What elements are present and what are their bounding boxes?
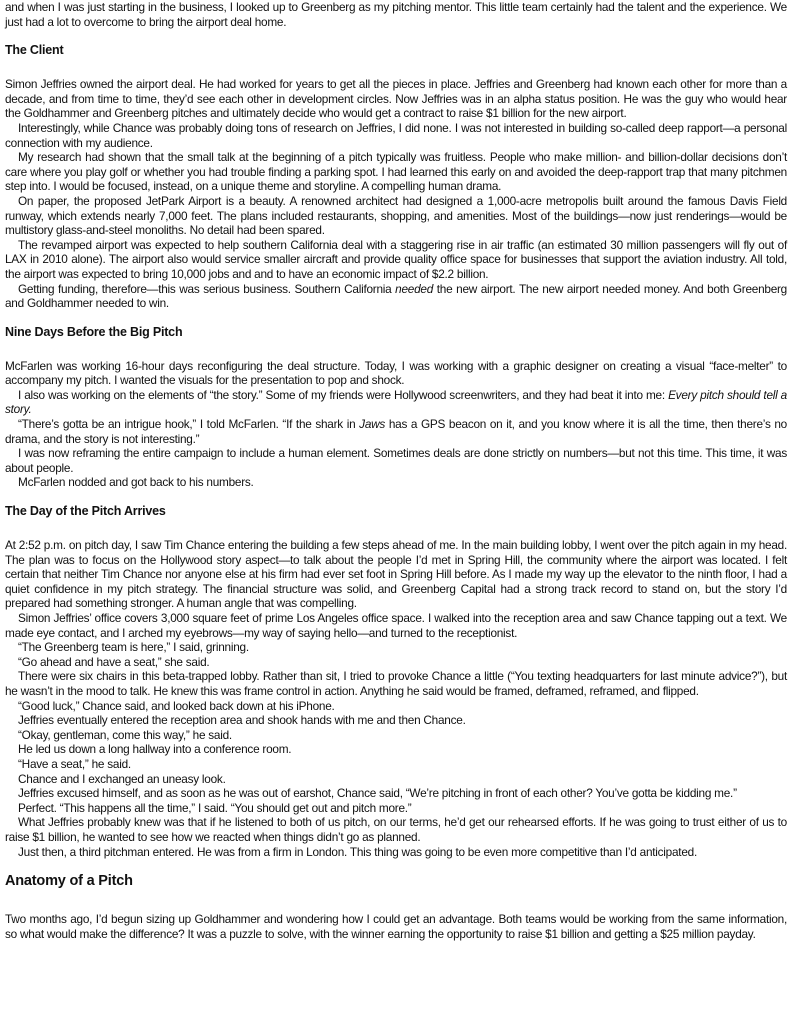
text-run: has a GPS beacon on it, and you know where it is all the time, then there’s no drama, and the story is not interesting.” [5, 417, 787, 446]
client-paragraph-5: The revamped airport was expected to help southern California deal with a staggering rise in air traffic (an estimated 30 million passengers will fly out of LAX in 2010 alone). The airport also would service smaller aircraft and provide quality office space for businesses that support the aviation industry. All told, the airport was expected to bring 10,000 jobs and and to have an economic impact of $2.2 billion. [5, 237, 787, 281]
day-of-pitch-paragraph-4: “Go ahead and have a seat,” she said. [18, 654, 210, 669]
day-of-pitch-paragraph-8: “Okay, gentleman, come this way,” he said. [18, 727, 232, 742]
emphasis-text: Every pitch should tell a story. [5, 387, 787, 417]
anatomy-paragraph-1: Two months ago, I’d begun sizing up Goldhammer and wondering how I could get an advantage. Both teams would be working from the same information, so what would make the difference? It was a puzzle to solve, with the winner earning the opportunity to raise $1 billion and getting a $25 million payday. [5, 912, 787, 941]
day-of-pitch-paragraph-2: Simon Jeffries’ office covers 3,000 square feet of prime Los Angeles office space. I walked into the reception area and saw Chance tapping out a text. We made eye contact, and I arched my eyebrows—my way of saying hello—and turned to the receptionist. [5, 611, 787, 640]
emphasis-text: Jaws [359, 417, 386, 432]
emphasis-text: needed [395, 281, 434, 296]
day-of-pitch-paragraph-1: At 2:52 p.m. on pitch day, I saw Tim Chance entering the building a few steps ahead of me. In the main building lobby, I went over the pitch again in my head. The plan was to focus on the Hollywood story aspect—to talk about the people I’d met in Spring Hill, the community where the airport was located. I felt certain that neither Tim Chance nor anyone else at his firm had ever set foot in Spring Hill before. As I made my way up the elevator to the ninth floor, I had a quiet confidence in my pitch strategy. The financial structure was solid, and Greenberg Capital had a strong track record to stand on, but the story I’d prepared had something stronger. A human angle that was compelling. [5, 538, 787, 611]
day-of-pitch-paragraph-11: Chance and I exchanged an uneasy look. [18, 771, 226, 786]
text-run: I also was working on the elements of “the story.” Some of my friends were Hollywood screenwriters, and they had beat it into me: [18, 387, 669, 402]
text-run: “There’s gotta be an intrigue hook,” I told McFarlen. “If the shark in [18, 417, 360, 432]
day-of-pitch-paragraph-6: “Good luck,” Chance said, and looked back down at his iPhone. [18, 698, 335, 713]
day-of-pitch-paragraph-7: Jeffries eventually entered the reception area and shook hands with me and then Chance. [18, 713, 466, 728]
section-heading-anatomy: Anatomy of a Pitch [5, 873, 133, 890]
section-heading-nine-days: Nine Days Before the Big Pitch [5, 324, 183, 339]
day-of-pitch-paragraph-9: He led us down a long hallway into a conference room. [18, 742, 292, 757]
text-run: Getting funding, therefore—this was serious business. Southern California [18, 281, 396, 296]
text-run: the new airport. The new airport needed money. And both Greenberg and Goldhammer needed to win. [5, 281, 787, 311]
day-of-pitch-paragraph-14: What Jeffries probably knew was that if he listened to both of us pitch, on our terms, he’d get our rehearsed efforts. If he was going to trust either of us to raise $1 billion, he wanted to see how we reacted when things didn’t go as planned. [5, 815, 787, 844]
client-paragraph-1: Simon Jeffries owned the airport deal. He had worked for years to get all the pieces in place. Jeffries and Greenberg had known each other for more than a decade, and from time to time, they’d see each other in development circles. Now Jeffries was in an alpha status position. He was the guy who would hear the Goldhammer and Greenberg pitches and ultimately decide who would get a contract to raise $1 billion for the new airport. [5, 77, 787, 121]
nine-days-paragraph-3 [5, 417, 787, 446]
client-paragraph-2: Interestingly, while Chance was probably doing tons of research on Jeffries, I did none. I was not interested in building so-called deep rapport—a personal connection with my audience. [5, 120, 787, 150]
day-of-pitch-paragraph-3: “The Greenberg team is here,” I said, grinning. [18, 640, 249, 655]
client-paragraph-6 [5, 282, 787, 311]
nine-days-paragraph-4: I was now reframing the entire campaign to include a human element. Sometimes deals are done strictly on numbers—but not this time. This time, it was about people. [5, 446, 787, 475]
client-paragraph-3: My research had shown that the small talk at the beginning of a pitch typically was fruitless. People who make million- and billion-dollar decisions don’t care where you play golf or whether you had trouble finding a parking spot. I had learned this early on and avoided the deep-rapport trap that many pitchmen step into. I would be focused, instead, on a unique theme and storyline. A compelling human drama. [5, 150, 787, 194]
client-paragraph-4: On paper, the proposed JetPark Airport is a beauty. A renowned architect had designed a 1,000-acre metropolis built around the famous Davis Field runway, which extends nearly 7,000 feet. The plans included restaurants, shopping, and amenities. Most of the buildings—now just renderings—would be multistory glass-and-steel monoliths. No detail had been spared. [5, 193, 787, 238]
nine-days-paragraph-5: McFarlen nodded and got back to his numbers. [18, 475, 254, 490]
section-heading-day-of-pitch: The Day of the Pitch Arrives [5, 504, 166, 519]
day-of-pitch-paragraph-15: Just then, a third pitchman entered. He was from a firm in London. This thing was going to be even more competitive than I’d anticipated. [18, 844, 697, 859]
section-heading-the-client: The Client [5, 43, 64, 58]
nine-days-paragraph-1: McFarlen was working 16-hour days reconfiguring the deal structure. Today, I was working with a graphic designer on creating a visual “face-melter” to accompany my pitch. I wanted the visuals for the presentation to pop and shock. [5, 358, 787, 388]
day-of-pitch-paragraph-13: Perfect. “This happens all the time,” I said. “You should get out and pitch more.” [18, 800, 412, 815]
day-of-pitch-paragraph-5: There were six chairs in this beta-trapped lobby. Rather than sit, I tried to provoke Chance a little (“You texting headquarters for last minute advice?”), but he wasn’t in the mood to talk. He knew this was frame control in action. Anything he said would be framed, deframed, reframed, and flipped. [5, 669, 787, 698]
day-of-pitch-paragraph-12: Jeffries excused himself, and as soon as he was out of earshot, Chance said, “We’re pitching in front of each other? You’ve gotta be kidding me.” [18, 786, 737, 801]
intro-paragraph: and when I was just starting in the business, I looked up to Greenberg as my pitching mentor. This little team certainly had the talent and the experience. We just had a lot to overcome to bring the airport deal home. [5, 0, 787, 29]
day-of-pitch-paragraph-10: “Have a seat,” he said. [18, 756, 131, 771]
nine-days-paragraph-2 [5, 388, 787, 417]
document-page [5, 0, 787, 941]
